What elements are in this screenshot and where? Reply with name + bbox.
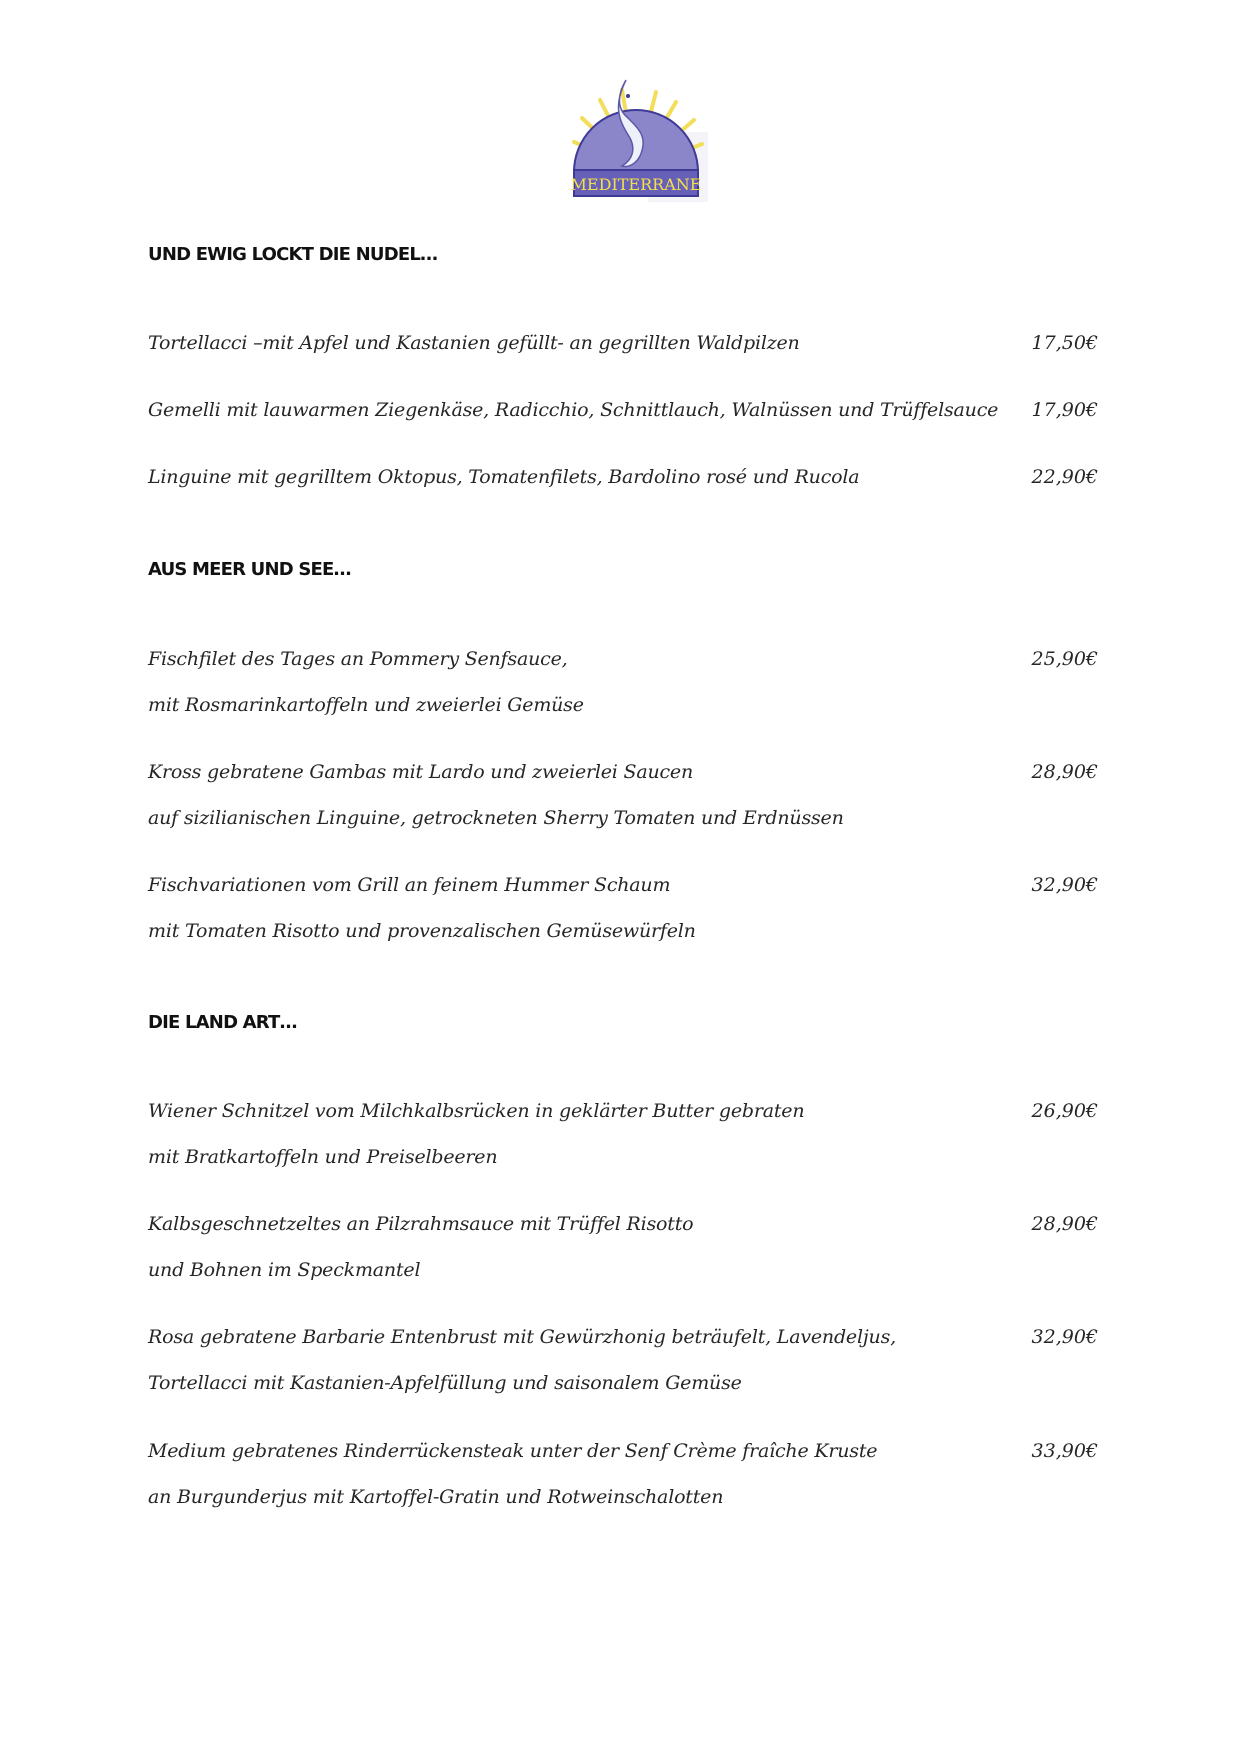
restaurant-logo xyxy=(556,72,716,202)
menu-item-line: und Bohnen im Speckmantel xyxy=(148,1259,421,1281)
logo-text: MEDITERRANE xyxy=(570,175,702,194)
menu-item-line: Gemelli mit lauwarmen Ziegenkäse, Radicchio, Schnittlauch, Walnüssen und Trüffelsauce xyxy=(148,399,999,421)
menu-item-price: 28,90€ xyxy=(1031,1213,1098,1235)
menu-item-line: an Burgunderjus mit Kartoffel-Gratin und Rotweinschalotten xyxy=(148,1486,724,1508)
menu-item-price: 22,90€ xyxy=(1031,466,1098,488)
menu-item-line: Kross gebratene Gambas mit Lardo und zweierlei Saucen xyxy=(148,761,694,783)
menu-item-price: 33,90€ xyxy=(1031,1440,1098,1462)
menu-item-price: 32,90€ xyxy=(1031,1326,1098,1348)
menu-item-line: auf sizilianischen Linguine, getrockneten Sherry Tomaten und Erdnüssen xyxy=(148,807,844,829)
menu-item-price: 25,90€ xyxy=(1031,648,1098,670)
section-heading-pasta: UND EWIG LOCKT DIE NUDEL… xyxy=(148,244,438,265)
menu-item-line: Wiener Schnitzel vom Milchkalbsrücken in geklärter Butter gebraten xyxy=(148,1100,805,1122)
menu-item-price: 28,90€ xyxy=(1031,761,1098,783)
menu-item-line: Rosa gebratene Barbarie Entenbrust mit Gewürzhonig beträufelt, Lavendeljus, xyxy=(148,1326,896,1348)
menu-item-line: mit Tomaten Risotto und provenzalischen Gemüsewürfeln xyxy=(148,920,696,942)
section-heading-meat: DIE LAND ART… xyxy=(148,1012,297,1033)
logo-graphic xyxy=(556,72,716,202)
menu-item-line: Tortellacci –mit Apfel und Kastanien gefüllt- an gegrillten Waldpilzen xyxy=(148,332,800,354)
menu-item-price: 17,90€ xyxy=(1031,399,1098,421)
menu-item-line: Fischvariationen vom Grill an feinem Hummer Schaum xyxy=(148,874,671,896)
menu-item-line: Tortellacci mit Kastanien-Apfelfüllung und saisonalem Gemüse xyxy=(148,1372,742,1394)
section-heading-seafood: AUS MEER UND SEE… xyxy=(148,559,351,580)
menu-item-price: 17,50€ xyxy=(1031,332,1098,354)
menu-item-line: Fischfilet des Tages an Pommery Senfsauce, xyxy=(148,648,568,670)
menu-item-price: 26,90€ xyxy=(1031,1100,1098,1122)
menu-item-line: Kalbsgeschnetzeltes an Pilzrahmsauce mit Trüffel Risotto xyxy=(148,1213,694,1235)
menu-item-line: Medium gebratenes Rinderrückensteak unter der Senf Crème fraîche Kruste xyxy=(148,1440,878,1462)
menu-item-line: mit Rosmarinkartoffeln und zweierlei Gemüse xyxy=(148,694,584,716)
menu-item-line: Linguine mit gegrilltem Oktopus, Tomatenfilets, Bardolino rosé und Rucola xyxy=(148,466,860,488)
menu-item-price: 32,90€ xyxy=(1031,874,1098,896)
menu-item-line: mit Bratkartoffeln und Preiselbeeren xyxy=(148,1146,498,1168)
